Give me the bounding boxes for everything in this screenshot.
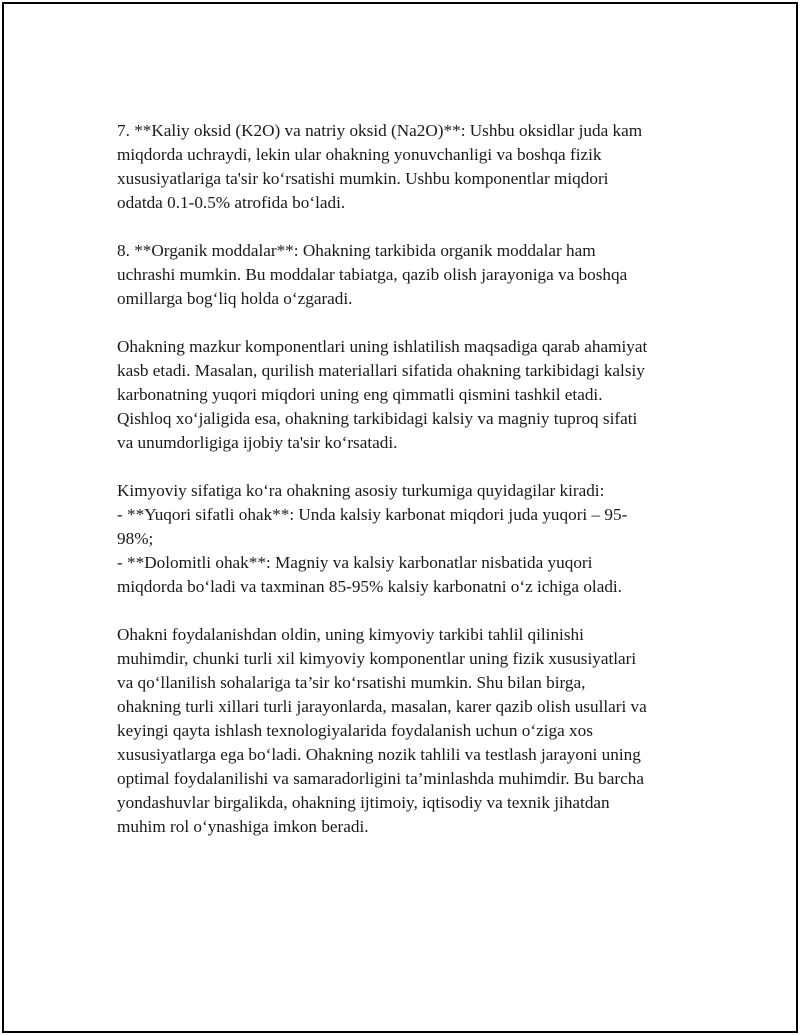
- text-line: va unumdorligiga ijobiy ta'sir ko‘rsatadi.: [117, 433, 398, 452]
- paragraph-potassium-sodium-oxide: [117, 119, 697, 215]
- text-line: odatda 0.1-0.5% atrofida bo‘ladi.: [117, 193, 346, 212]
- paragraph-chemical-classification: [117, 479, 697, 599]
- text-line: xususiyatlariga ta'sir ko‘rsatishi mumkin. Ushbu komponentlar miqdori: [117, 169, 609, 188]
- text-line: 8. **Organik moddalar**: Ohakning tarkibida organik moddalar ham: [117, 241, 596, 260]
- text-line: omillarga bog‘liq holda o‘zgaradi.: [117, 289, 353, 308]
- text-line: 7. **Kaliy oksid (K2O) va natriy oksid (Na2O)**: Ushbu oksidlar juda kam: [117, 121, 643, 140]
- text-line: Ohakni foydalanishdan oldin, uning kimyoviy tarkibi tahlil qilinishi: [117, 625, 584, 644]
- text-line: va qo‘llanilish sohalariga ta’sir ko‘rsatishi mumkin. Shu bilan birga,: [117, 673, 586, 692]
- text-line: miqdorda bo‘ladi va taxminan 85-95% kalsiy karbonatni o‘z ichiga oladi.: [117, 577, 622, 596]
- text-line: Qishloq xo‘jaligida esa, ohakning tarkibidagi kalsiy va magniy tuproq sifati: [117, 409, 638, 428]
- text-line: kasb etadi. Masalan, qurilish materiallari sifatida ohakning tarkibidagi kalsiy: [117, 361, 645, 380]
- text-line: miqdorda uchraydi, lekin ular ohakning yonuvchanligi va boshqa fizik: [117, 145, 602, 164]
- list-item-high-quality-lime: - **Yuqori sifatli ohak**: Unda kalsiy karbonat miqdori juda yuqori – 95-: [117, 505, 628, 524]
- text-line: Kimyoviy sifatiga ko‘ra ohakning asosiy turkumiga quyidagilar kiradi:: [117, 481, 605, 500]
- paragraph-analysis-conclusion: [117, 623, 697, 839]
- text-line: optimal foydalanilishi va samaradorligini ta’minlashda muhimdir. Bu barcha: [117, 769, 644, 788]
- text-line: karbonatning yuqori miqdori uning eng qimmatli qismini tashkil etadi.: [117, 385, 603, 404]
- text-line: xususiyatlarga ega bo‘ladi. Ohakning nozik tahlili va testlash jarayoni uning: [117, 745, 641, 764]
- text-line: muhim rol o‘ynashiga imkon beradi.: [117, 817, 369, 836]
- text-line: muhimdir, chunki turli xil kimyoviy komponentlar uning fizik xususiyatlari: [117, 649, 637, 668]
- text-line: keyingi qayta ishlash texnologiyalarida foydalanish uchun o‘ziga xos: [117, 721, 593, 740]
- list-item-dolomitic-lime: - **Dolomitli ohak**: Magniy va kalsiy karbonatlar nisbatida yuqori: [117, 553, 593, 572]
- text-line: Ohakning mazkur komponentlari uning ishlatilish maqsadiga qarab ahamiyat: [117, 337, 648, 356]
- text-line: uchrashi mumkin. Bu moddalar tabiatga, qazib olish jarayoniga va boshqa: [117, 265, 628, 284]
- paragraph-component-significance: [117, 335, 697, 455]
- text-line: yondashuvlar birgalikda, ohakning ijtimoiy, iqtisodiy va texnik jihatdan: [117, 793, 610, 812]
- document-body: [117, 119, 697, 863]
- text-line: 98%;: [117, 529, 154, 548]
- text-line: ohakning turli xillari turli jarayonlarda, masalan, karer qazib olish usullari va: [117, 697, 647, 716]
- paragraph-organic-matter: [117, 239, 697, 311]
